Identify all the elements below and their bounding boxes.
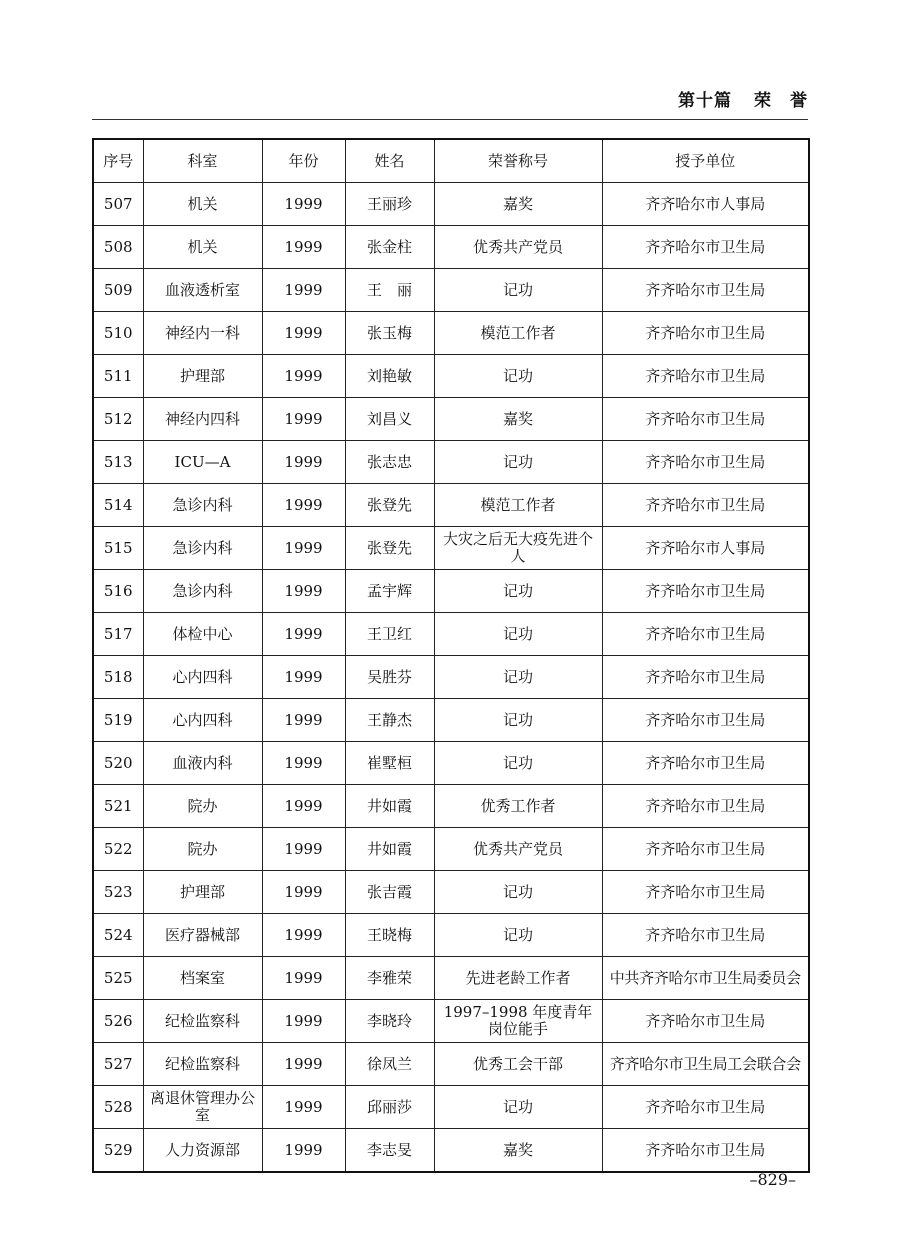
cell-issuer: 齐齐哈尔市卫生局工会联合会 [602,1043,809,1086]
cell-name: 孟宇辉 [345,570,434,613]
cell-honor: 记功 [434,1086,602,1129]
cell-issuer: 齐齐哈尔市卫生局 [602,484,809,527]
cell-department: ICU—A [143,441,262,484]
cell-issuer: 齐齐哈尔市卫生局 [602,871,809,914]
cell-issuer: 中共齐齐哈尔市卫生局委员会 [602,957,809,1000]
cell-name: 吴胜芬 [345,656,434,699]
cell-honor: 大灾之后无大疫先进个人 [434,527,602,570]
cell-honor: 记功 [434,742,602,785]
table-row [93,1129,809,1173]
cell-department: 体检中心 [143,613,262,656]
cell-department: 机关 [143,183,262,226]
cell-issuer: 齐齐哈尔市卫生局 [602,398,809,441]
cell-issuer: 齐齐哈尔市卫生局 [602,742,809,785]
cell-name: 王 丽 [345,269,434,312]
cell-department: 血液透析室 [143,269,262,312]
cell-index: 522 [93,828,143,871]
cell-department: 院办 [143,828,262,871]
cell-honor: 嘉奖 [434,1129,602,1173]
cell-honor: 记功 [434,914,602,957]
cell-index: 518 [93,656,143,699]
cell-department: 院办 [143,785,262,828]
cell-year: 1999 [262,914,345,957]
cell-year: 1999 [262,1086,345,1129]
cell-year: 1999 [262,1129,345,1173]
cell-department: 急诊内科 [143,570,262,613]
cell-department: 档案室 [143,957,262,1000]
cell-name: 邱丽莎 [345,1086,434,1129]
cell-year: 1999 [262,570,345,613]
cell-issuer: 齐齐哈尔市卫生局 [602,828,809,871]
table-row [93,1043,809,1086]
cell-department: 急诊内科 [143,484,262,527]
cell-name: 张登先 [345,484,434,527]
cell-year: 1999 [262,957,345,1000]
cell-honor: 优秀工作者 [434,785,602,828]
cell-index: 527 [93,1043,143,1086]
table-row [93,871,809,914]
cell-honor: 记功 [434,613,602,656]
cell-year: 1999 [262,656,345,699]
cell-honor: 记功 [434,355,602,398]
cell-index: 510 [93,312,143,355]
cell-issuer: 齐齐哈尔市卫生局 [602,1000,809,1043]
cell-issuer: 齐齐哈尔市卫生局 [602,1086,809,1129]
cell-index: 508 [93,226,143,269]
table-row [93,656,809,699]
table-row [93,183,809,226]
cell-name: 张吉霞 [345,871,434,914]
column-header-year: 年份 [262,139,345,183]
cell-index: 509 [93,269,143,312]
cell-honor: 1997–1998 年度青年岗位能手 [434,1000,602,1043]
cell-department: 人力资源部 [143,1129,262,1173]
cell-index: 519 [93,699,143,742]
cell-department: 纪检监察科 [143,1000,262,1043]
cell-year: 1999 [262,871,345,914]
table-row [93,441,809,484]
table-row [93,1000,809,1043]
cell-department: 急诊内科 [143,527,262,570]
cell-honor: 记功 [434,699,602,742]
chapter-label: 第十篇 [678,91,732,111]
cell-honor: 记功 [434,656,602,699]
cell-issuer: 齐齐哈尔市卫生局 [602,269,809,312]
cell-name: 张金柱 [345,226,434,269]
honors-table [92,138,810,1173]
cell-name: 王卫红 [345,613,434,656]
cell-name: 李志旻 [345,1129,434,1173]
cell-issuer: 齐齐哈尔市卫生局 [602,226,809,269]
cell-name: 崔墅桓 [345,742,434,785]
cell-year: 1999 [262,828,345,871]
column-header-department: 科室 [143,139,262,183]
cell-name: 王静杰 [345,699,434,742]
cell-index: 516 [93,570,143,613]
cell-honor: 记功 [434,269,602,312]
cell-year: 1999 [262,398,345,441]
cell-issuer: 齐齐哈尔市卫生局 [602,355,809,398]
cell-name: 井如霞 [345,828,434,871]
table-row [93,355,809,398]
table-body [93,183,809,1173]
cell-issuer: 齐齐哈尔市卫生局 [602,785,809,828]
cell-honor: 记功 [434,441,602,484]
cell-index: 529 [93,1129,143,1173]
cell-index: 523 [93,871,143,914]
cell-year: 1999 [262,699,345,742]
table-row [93,699,809,742]
cell-honor: 嘉奖 [434,183,602,226]
table-row [93,484,809,527]
cell-issuer: 齐齐哈尔市人事局 [602,527,809,570]
cell-honor: 模范工作者 [434,312,602,355]
cell-index: 512 [93,398,143,441]
table-row [93,226,809,269]
cell-department: 心内四科 [143,656,262,699]
cell-year: 1999 [262,269,345,312]
cell-issuer: 齐齐哈尔市卫生局 [602,441,809,484]
cell-department: 机关 [143,226,262,269]
cell-department: 神经内四科 [143,398,262,441]
cell-department: 护理部 [143,355,262,398]
cell-index: 515 [93,527,143,570]
table-header-row [93,139,809,183]
table-row [93,527,809,570]
cell-name: 张志忠 [345,441,434,484]
cell-honor: 模范工作者 [434,484,602,527]
running-head [92,86,808,114]
cell-year: 1999 [262,484,345,527]
cell-issuer: 齐齐哈尔市卫生局 [602,570,809,613]
cell-name: 张玉梅 [345,312,434,355]
cell-year: 1999 [262,1000,345,1043]
column-header-honor: 荣誉称号 [434,139,602,183]
page-number: –829– [749,1170,796,1189]
table-row [93,1086,809,1129]
cell-department: 医疗器械部 [143,914,262,957]
cell-honor: 记功 [434,570,602,613]
cell-year: 1999 [262,742,345,785]
cell-index: 514 [93,484,143,527]
cell-year: 1999 [262,183,345,226]
column-header-name: 姓名 [345,139,434,183]
cell-year: 1999 [262,355,345,398]
cell-year: 1999 [262,441,345,484]
cell-name: 井如霞 [345,785,434,828]
cell-index: 513 [93,441,143,484]
cell-issuer: 齐齐哈尔市卫生局 [602,914,809,957]
cell-index: 517 [93,613,143,656]
cell-name: 徐凤兰 [345,1043,434,1086]
cell-index: 511 [93,355,143,398]
column-header-issuer: 授予单位 [602,139,809,183]
cell-issuer: 齐齐哈尔市卫生局 [602,699,809,742]
cell-department: 神经内一科 [143,312,262,355]
cell-index: 528 [93,1086,143,1129]
cell-year: 1999 [262,1043,345,1086]
cell-index: 524 [93,914,143,957]
cell-name: 李雅荣 [345,957,434,1000]
cell-index: 507 [93,183,143,226]
table-row [93,312,809,355]
cell-year: 1999 [262,226,345,269]
cell-year: 1999 [262,527,345,570]
cell-honor: 优秀共产党员 [434,828,602,871]
cell-name: 李晓玲 [345,1000,434,1043]
table-row [93,914,809,957]
cell-department: 纪检监察科 [143,1043,262,1086]
header-rule [92,119,808,120]
cell-honor: 嘉奖 [434,398,602,441]
cell-honor: 先进老龄工作者 [434,957,602,1000]
cell-department: 护理部 [143,871,262,914]
table-row [93,269,809,312]
cell-honor: 记功 [434,871,602,914]
cell-department: 血液内科 [143,742,262,785]
cell-index: 526 [93,1000,143,1043]
cell-year: 1999 [262,613,345,656]
cell-issuer: 齐齐哈尔市卫生局 [602,1129,809,1173]
cell-name: 王丽珍 [345,183,434,226]
cell-issuer: 齐齐哈尔市人事局 [602,183,809,226]
cell-honor: 优秀共产党员 [434,226,602,269]
cell-name: 张登先 [345,527,434,570]
cell-year: 1999 [262,312,345,355]
chapter-title: 荣 誉 [754,91,808,111]
cell-issuer: 齐齐哈尔市卫生局 [602,656,809,699]
table-row [93,828,809,871]
cell-index: 520 [93,742,143,785]
cell-issuer: 齐齐哈尔市卫生局 [602,613,809,656]
table-row [93,398,809,441]
cell-department: 离退休管理办公室 [143,1086,262,1129]
table-row [93,613,809,656]
cell-index: 521 [93,785,143,828]
cell-name: 王晓梅 [345,914,434,957]
table-row [93,957,809,1000]
table-row [93,742,809,785]
cell-honor: 优秀工会干部 [434,1043,602,1086]
cell-name: 刘昌义 [345,398,434,441]
cell-name: 刘艳敏 [345,355,434,398]
cell-index: 525 [93,957,143,1000]
cell-year: 1999 [262,785,345,828]
table-row [93,570,809,613]
cell-issuer: 齐齐哈尔市卫生局 [602,312,809,355]
cell-department: 心内四科 [143,699,262,742]
column-header-index: 序号 [93,139,143,183]
table-row [93,785,809,828]
